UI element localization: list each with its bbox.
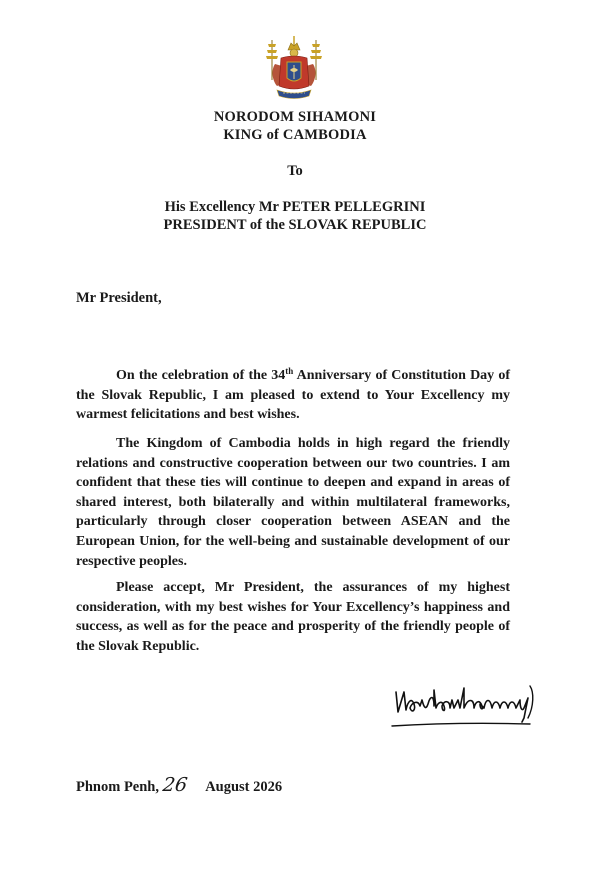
to-label: To	[287, 163, 303, 179]
paragraph-1-start: On the celebration of the 34	[116, 368, 286, 383]
recipient-title: PRESIDENT of the SLOVAK REPUBLIC	[163, 217, 427, 233]
month-year: August 2026	[205, 779, 283, 795]
paragraph-1-rest: Anniversary of Constitution Day of the Slovak Republic, I am pleased to extend to Your Excellency my warmest felicitations and best wishes.	[76, 368, 510, 423]
paragraph-2: The Kingdom of Cambodia holds in high regard the friendly relations and constructive cooperation between our two countries. I am confident that these ties will continue to deepen and expand in areas of shared interest, both bilaterally and within multilateral frameworks, particularly through closer cooperation between ASEAN and the European Union, for the well-being and sustainable development of our respective peoples.	[76, 436, 510, 569]
place: Phnom Penh,	[76, 779, 159, 795]
ordinal-suffix: th	[285, 366, 294, 376]
handwritten-day: 26	[161, 774, 189, 796]
salutation: Mr President,	[76, 290, 162, 306]
paragraph-3: Please accept, Mr President, the assurances of my highest consideration, with my best wishes for Your Excellency’s happiness and success, as well as for the peace and prosperity of the friendly people of the Slovak Republic.	[76, 580, 510, 654]
sender-name: NORODOM SIHAMONI	[213, 109, 377, 125]
paragraph-1	[76, 366, 510, 425]
handwritten-signature	[388, 678, 538, 740]
sender-title: KING of CAMBODIA	[223, 127, 367, 143]
recipient-name: His Excellency Mr PETER PELLEGRINI	[164, 199, 426, 215]
royal-emblem-icon	[263, 34, 325, 102]
place-and-date	[76, 774, 282, 796]
